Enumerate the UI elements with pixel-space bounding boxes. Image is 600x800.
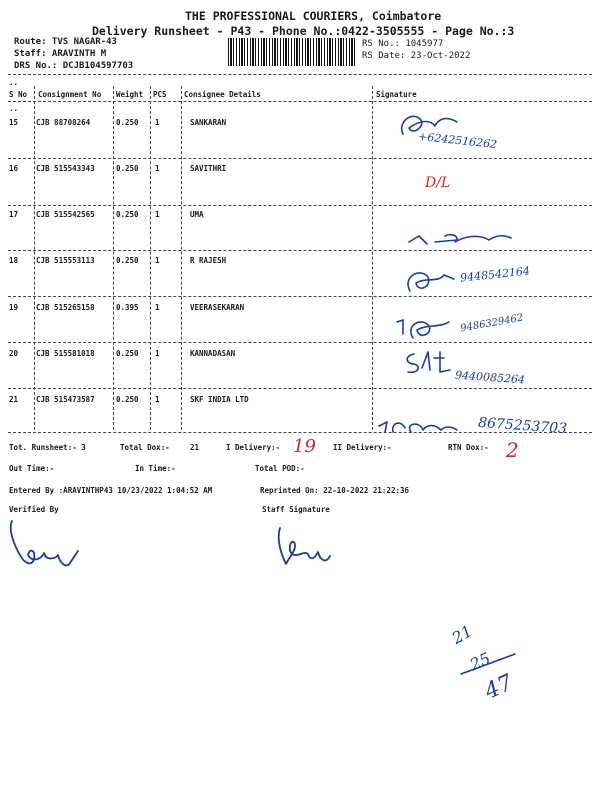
dots-marker: .. — [9, 78, 19, 87]
staff-signature-label: Staff Signature — [262, 505, 330, 514]
column-rule — [181, 86, 182, 430]
column-rule — [113, 86, 114, 430]
col-pcs: PCS — [153, 90, 167, 99]
signature-scribble — [400, 265, 460, 297]
row-consignment: CJB 515543343 — [36, 164, 95, 173]
row-consignment: CJB 515581018 — [36, 349, 95, 358]
row-pcs: 1 — [155, 303, 160, 312]
row-consignee: VEERASEKARAN — [190, 303, 245, 312]
col-signature: Signature — [376, 90, 417, 99]
tot-runsheet: Tot. Runsheet:- 3 — [9, 443, 86, 452]
row-sno: 17 — [9, 210, 19, 219]
col-weight: Weight — [116, 90, 144, 99]
divider — [8, 158, 592, 159]
divider — [8, 101, 592, 102]
divider — [8, 74, 592, 75]
col-consignee: Consignee Details — [184, 90, 261, 99]
row-consignee: KANNADASAN — [190, 349, 236, 358]
row-pcs: 1 — [155, 164, 160, 173]
row-pcs: 1 — [155, 118, 160, 127]
annotation-slash — [455, 650, 525, 680]
col-sno: S No — [9, 90, 28, 99]
i-delivery-label: I Delivery:- — [226, 443, 281, 452]
verified-by-label: Verified By — [9, 505, 59, 514]
out-time: Out Time:- — [9, 464, 55, 473]
dots-marker: .. — [9, 104, 19, 113]
row-sno: 18 — [9, 256, 19, 265]
row-pcs: 1 — [155, 349, 160, 358]
total-pod: Total POD:- — [255, 464, 305, 473]
row-pcs: 1 — [155, 256, 160, 265]
rtn-dox-value: 2 — [506, 438, 519, 462]
handwritten-phone: 9486329462 — [459, 312, 525, 335]
signature-scribble — [405, 228, 515, 252]
in-time: In Time:- — [135, 464, 176, 473]
verified-signature — [8, 515, 88, 585]
column-rule — [372, 86, 373, 430]
row-sno: 19 — [9, 303, 19, 312]
rs-date: RS Date: 23-Oct-2022 — [362, 51, 471, 61]
signature-scribble — [395, 312, 455, 344]
row-weight: 0.250 — [116, 118, 139, 127]
row-consignment: CJB 515265158 — [36, 303, 95, 312]
row-consignee: SAVITHRI — [190, 164, 227, 173]
rtn-dox-label: RTN Dox:- — [448, 443, 489, 452]
row-consignee: R RAJESH — [190, 256, 227, 265]
divider — [8, 205, 592, 206]
entered-by: Entered By :ARAVINTHP43 10/23/2022 1:04:52 AM — [9, 486, 213, 495]
annotation-number: 21 — [448, 621, 476, 648]
staff-label: Staff: ARAVINTH M — [14, 49, 107, 59]
reprinted-on: Reprinted On: 22-10-2022 21:22:36 — [260, 486, 410, 495]
total-dox-label: Total Dox:- — [120, 443, 170, 452]
row-weight: 0.250 — [116, 349, 139, 358]
col-consignment: Consignment No — [38, 90, 102, 99]
drs-label: DRS No.: DCJB104597703 — [14, 61, 134, 71]
barcode-image — [228, 38, 356, 66]
handwritten-phone: +6242516262 — [417, 129, 498, 152]
row-consignment: CJB 515553113 — [36, 256, 95, 265]
column-rule — [34, 86, 35, 430]
i-delivery-value: 19 — [293, 436, 316, 457]
handwritten-phone: 9448542164 — [459, 264, 531, 285]
divider — [8, 296, 592, 297]
row-pcs: 1 — [155, 210, 160, 219]
company-title: THE PROFESSIONAL COURIERS, Coimbatore — [185, 9, 442, 23]
row-sno: 15 — [9, 118, 19, 127]
handwritten-dl-mark: D/L — [425, 175, 451, 191]
handwritten-phone: 8675253703 — [477, 414, 568, 438]
annotation-number: 25 — [466, 648, 494, 675]
divider — [8, 342, 592, 343]
handwritten-phone: 9440085264 — [454, 368, 526, 387]
annotation-number: 47 — [481, 670, 517, 705]
row-consignment: CJB 515542565 — [36, 210, 95, 219]
row-weight: 0.250 — [116, 210, 139, 219]
row-consignee: UMA — [190, 210, 204, 219]
row-sno: 20 — [9, 349, 19, 358]
total-dox-value: 21 — [190, 443, 200, 452]
row-consignee: SKF INDIA LTD — [190, 395, 249, 404]
row-pcs: 1 — [155, 395, 160, 404]
ii-delivery-label: II Delivery:- — [333, 443, 392, 452]
row-consignee: SANKARAN — [190, 118, 227, 127]
row-weight: 0.250 — [116, 256, 139, 265]
row-consignment: CJB 515473587 — [36, 395, 95, 404]
signature-scribble — [400, 348, 460, 378]
staff-signature — [272, 520, 342, 576]
divider — [8, 388, 592, 389]
signature-scribble — [375, 414, 475, 440]
row-sno: 16 — [9, 164, 19, 173]
row-consignment: CJB 88708264 — [36, 118, 91, 127]
column-rule — [150, 86, 151, 430]
row-weight: 0.395 — [116, 303, 139, 312]
rs-number: RS No.: 1045977 — [362, 39, 444, 49]
row-weight: 0.250 — [116, 395, 139, 404]
route-label: Route: TVS NAGAR-43 — [14, 37, 117, 47]
runsheet-subtitle: Delivery Runsheet - P43 - Phone No.:0422-3505555 - Page No.:3 — [92, 24, 515, 38]
row-weight: 0.250 — [116, 164, 139, 173]
row-sno: 21 — [9, 395, 19, 404]
